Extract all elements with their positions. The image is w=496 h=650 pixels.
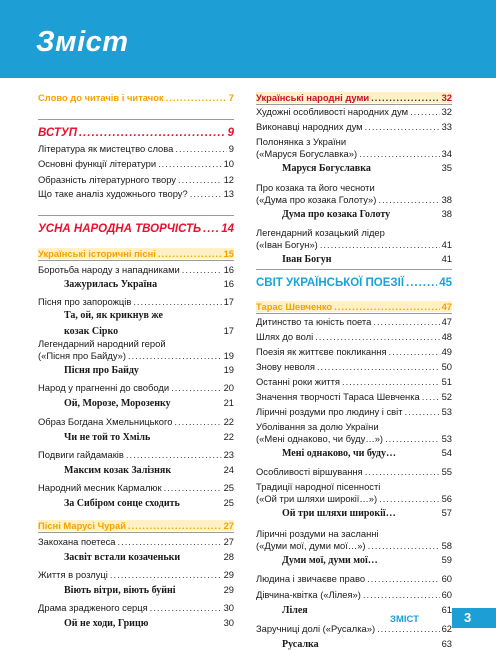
section-divider — [256, 313, 452, 314]
toc-entry[interactable] — [256, 278, 452, 289]
toc-entry-page: 16 — [223, 264, 234, 275]
toc-entry-title: Народ у прагненні до свободи — [38, 382, 170, 393]
toc-entry-title: Знову неволя — [256, 361, 315, 372]
dot-leader — [410, 106, 440, 117]
toc-entry-title: («Мені однаково, чи буду…») — [256, 433, 384, 444]
section-divider — [38, 119, 234, 120]
toc-entry-title: Література як мистецтво слова — [38, 143, 174, 154]
toc-entry-title: Максим козак Залізняк — [64, 465, 172, 476]
dot-leader — [166, 92, 227, 103]
dot-leader — [126, 449, 222, 460]
toc-entry-title: козак Сірко — [64, 326, 119, 337]
toc-entry[interactable] — [256, 554, 452, 566]
toc-entry-page: 25 — [223, 482, 234, 493]
toc-entry-title: Шлях до волі — [256, 331, 314, 342]
toc-entry[interactable] — [256, 239, 452, 250]
toc-entry-title: Останні роки життя — [256, 376, 340, 387]
toc-entry[interactable] — [256, 406, 452, 417]
toc-entry-page: 47 — [441, 301, 452, 312]
dot-leader — [378, 194, 439, 205]
toc-entry-title: Ой, Морозе, Морозенку — [64, 398, 171, 409]
dot-leader — [365, 466, 440, 477]
toc-entry[interactable] — [256, 589, 452, 600]
toc-entry[interactable] — [38, 584, 234, 596]
toc-entry[interactable] — [38, 128, 234, 139]
dot-leader — [406, 278, 437, 289]
toc-entry[interactable] — [256, 227, 452, 238]
toc-entry-title: Драма зрадженого серця — [38, 602, 148, 613]
toc-entry-title: Життя в розлуці — [38, 569, 108, 580]
dot-leader — [368, 540, 440, 551]
toc-entry-page: 47 — [441, 316, 452, 327]
toc-entry[interactable] — [256, 493, 452, 504]
toc-entry[interactable] — [256, 182, 452, 193]
toc-entry-title: Дівчина-квітка («Лілея») — [256, 589, 361, 600]
section-divider — [38, 260, 234, 261]
toc-entry-title: Українські історичні пісні — [38, 248, 156, 259]
toc-entry-page: 63 — [441, 638, 452, 649]
page-header — [0, 0, 496, 78]
toc-entry-page: 29 — [223, 584, 234, 595]
toc-entry-title: Подвиги гайдамаків — [38, 449, 124, 460]
toc-entry[interactable] — [256, 316, 452, 327]
toc-entry[interactable] — [256, 92, 452, 103]
dot-leader — [150, 602, 222, 613]
dot-leader — [373, 316, 439, 327]
toc-entry-page: 41 — [441, 239, 452, 250]
toc-entry-page: 32 — [441, 106, 452, 117]
toc-entry-page: 30 — [223, 617, 234, 628]
toc-entry[interactable] — [256, 528, 452, 539]
dot-leader — [334, 301, 439, 312]
toc-entry-page: 20 — [223, 382, 234, 393]
toc-entry[interactable] — [38, 482, 234, 493]
toc-entry-title: Пісня про запорожців — [38, 296, 132, 307]
toc-entry-title: Про козака та його чесноти — [256, 182, 375, 193]
toc-entry-page: 60 — [441, 589, 452, 600]
toc-entry-title: Чи не той то Хміль — [64, 432, 151, 443]
dot-leader — [422, 391, 440, 402]
toc-entry[interactable] — [38, 449, 234, 460]
toc-entry[interactable] — [256, 331, 452, 342]
dot-leader — [164, 482, 222, 493]
toc-entry-page: 23 — [223, 449, 234, 460]
dot-leader — [405, 406, 440, 417]
toc-entry-page: 32 — [441, 92, 452, 103]
toc-entry-page: 17 — [223, 325, 234, 336]
toc-entry[interactable] — [38, 397, 234, 409]
toc-entry-page: 35 — [441, 162, 452, 173]
toc-entry[interactable] — [38, 416, 234, 427]
toc-entry[interactable] — [38, 536, 234, 547]
toc-entry[interactable] — [256, 136, 452, 147]
toc-entry-title: Народний месник Кармалюк — [38, 482, 162, 493]
page-number: 3 — [464, 610, 472, 625]
toc-entry-title: Дитинство та юність поета — [256, 316, 372, 327]
toc-entry[interactable] — [256, 540, 452, 551]
toc-entry[interactable] — [256, 301, 452, 312]
toc-entry[interactable] — [256, 466, 452, 477]
toc-entry-title: СВІТ УКРАЇНСЬКОЇ ПОЕЗІЇ — [256, 277, 404, 289]
toc-entry-title: («Маруся Богуславка») — [256, 148, 358, 159]
toc-entry-page: 41 — [441, 253, 452, 264]
toc-entry[interactable] — [256, 376, 452, 387]
toc-entry-title: Пісні Марусі Чурай — [38, 520, 126, 531]
toc-entry[interactable] — [38, 617, 234, 629]
toc-entry[interactable] — [38, 338, 234, 349]
toc-entry-title: Традиції народної пісенності — [256, 481, 381, 492]
toc-entry[interactable] — [256, 481, 452, 492]
toc-entry-title: Лілея — [282, 605, 308, 616]
section-divider — [38, 532, 234, 533]
dot-leader — [174, 416, 221, 427]
toc-entry-title: Мені однаково, чи буду… — [282, 448, 396, 459]
toc-entry[interactable] — [38, 551, 234, 563]
toc-entry[interactable] — [38, 158, 234, 169]
toc-entry[interactable] — [256, 346, 452, 357]
toc-entry[interactable] — [38, 296, 234, 307]
toc-entry[interactable] — [38, 569, 234, 580]
toc-entry-page: 15 — [223, 248, 234, 259]
toc-entry-title: Віють вітри, віють буйні — [64, 585, 176, 596]
dot-leader — [79, 128, 226, 139]
dot-leader — [315, 331, 439, 342]
dot-leader — [389, 346, 440, 357]
toc-entry-page: 51 — [441, 376, 452, 387]
toc-entry[interactable] — [256, 391, 452, 402]
toc-entry-title: Та, ой, як крикнув же — [64, 310, 163, 321]
toc-entry-title: Тарас Шевченко — [256, 301, 333, 312]
toc-entry-title: Художні особливості народних дум — [256, 106, 409, 117]
dot-leader — [158, 158, 222, 169]
toc-entry[interactable] — [38, 224, 234, 235]
toc-entry[interactable] — [256, 421, 452, 432]
toc-entry-title: («Іван Богун») — [256, 239, 318, 250]
toc-entry[interactable] — [38, 188, 234, 199]
toc-entry[interactable] — [256, 106, 452, 117]
toc-entry-title: Що таке аналіз художнього твору? — [38, 188, 188, 199]
toc-entry-page: 30 — [223, 602, 234, 613]
toc-entry-page: 38 — [441, 208, 452, 219]
toc-entry[interactable] — [256, 623, 452, 634]
toc-entry[interactable] — [256, 447, 452, 459]
dot-leader — [128, 520, 222, 531]
toc-entry-page: 14 — [221, 223, 234, 235]
toc-entry[interactable] — [38, 602, 234, 613]
toc-entry-title: Полонянка з України — [256, 136, 347, 147]
toc-entry-page: 27 — [223, 536, 234, 547]
toc-entry-title: Думи мої, думи мої… — [282, 555, 378, 566]
dot-leader — [342, 376, 440, 387]
toc-entry-title: Легендарний народний герой — [38, 338, 166, 349]
dot-leader — [171, 382, 221, 393]
toc-entry-title: Особливості віршування — [256, 466, 363, 477]
toc-entry-title: Маруся Богуславка — [282, 163, 371, 174]
dot-leader — [385, 433, 440, 444]
toc-entry-title: («Пісня про Байду») — [38, 350, 127, 361]
toc-entry-page: 62 — [441, 623, 452, 634]
toc-entry-title: За Сибіром сонце сходить — [64, 498, 180, 509]
toc-entry-page: 24 — [223, 464, 234, 475]
toc-entry-page: 33 — [441, 121, 452, 132]
toc-entry-page: 13 — [223, 188, 234, 199]
toc-entry-title: Уболівання за долю України — [256, 421, 379, 432]
toc-entry-title: Українські народні думи — [256, 92, 370, 103]
toc-entry[interactable] — [256, 162, 452, 174]
dot-leader — [359, 148, 439, 159]
toc-entry-page: 55 — [441, 466, 452, 477]
toc-entry-page: 16 — [223, 278, 234, 289]
toc-entry-page: 29 — [223, 569, 234, 580]
toc-entry-title: Зажурилась Україна — [64, 279, 158, 290]
dot-leader — [110, 569, 222, 580]
toc-entry-title: Засвіт встали козаченьки — [64, 552, 181, 563]
dot-leader — [133, 296, 221, 307]
toc-entry-page: 53 — [441, 406, 452, 417]
toc-entry-title: Слово до читачів і читачок — [38, 92, 164, 103]
toc-entry[interactable] — [256, 507, 452, 519]
toc-entry-page: 54 — [441, 447, 452, 458]
dot-leader — [203, 224, 219, 235]
toc-entry-page: 45 — [439, 277, 452, 289]
toc-entry-title: Образність літературного твору — [38, 174, 176, 185]
toc-entry-title: Образ Богдана Хмельницького — [38, 416, 173, 427]
toc-entry-page: 49 — [441, 346, 452, 357]
toc-entry-title: Ліричні роздуми про людину і світ — [256, 406, 403, 417]
toc-entry[interactable] — [38, 325, 234, 337]
toc-entry[interactable] — [256, 253, 452, 265]
dot-leader — [365, 121, 440, 132]
toc-entry[interactable] — [38, 92, 234, 103]
toc-entry-title: Заручниці долі («Русалка») — [256, 623, 376, 634]
section-divider — [38, 215, 234, 216]
dot-leader — [379, 493, 439, 504]
toc-entry-title: Боротьба народу з нападниками — [38, 264, 180, 275]
toc-entry[interactable] — [38, 464, 234, 476]
toc-entry-title: Пісня про Байду — [64, 365, 139, 376]
toc-entry-title: Дума про козака Голоту — [282, 209, 391, 220]
toc-entry[interactable] — [38, 278, 234, 290]
toc-entry[interactable] — [256, 148, 452, 159]
toc-entry-title: Іван Богун — [282, 254, 332, 265]
toc-entry-page: 56 — [441, 493, 452, 504]
toc-entry-title: Виконавці народних дум — [256, 121, 363, 132]
dot-leader — [158, 248, 222, 259]
toc-entry-page: 21 — [223, 397, 234, 408]
toc-entry-title: Основні функції літератури — [38, 158, 157, 169]
dot-leader — [363, 589, 440, 600]
toc-entry[interactable] — [38, 364, 234, 376]
toc-entry[interactable] — [256, 638, 452, 650]
toc-entry[interactable] — [38, 350, 234, 361]
toc-entry-title: («Думи мої, думи мої…») — [256, 540, 366, 551]
toc-entry-page: 12 — [223, 174, 234, 185]
toc-entry[interactable] — [38, 264, 234, 275]
dot-leader — [182, 264, 222, 275]
toc-entry-page: 50 — [441, 361, 452, 372]
dot-leader — [128, 350, 222, 361]
toc-entry[interactable] — [256, 604, 452, 616]
toc-entry-page: 60 — [441, 573, 452, 584]
toc-entry[interactable] — [38, 431, 234, 443]
toc-entry[interactable] — [256, 194, 452, 205]
toc-entry-title: Значення творчості Тараса Шевченка — [256, 391, 420, 402]
toc-entry-page: 34 — [441, 148, 452, 159]
toc-entry[interactable] — [38, 248, 234, 259]
page-title: Зміст — [36, 26, 129, 58]
toc-entry-title: («Дума про козака Голоту») — [256, 194, 377, 205]
dot-leader — [175, 143, 226, 154]
toc-entry[interactable] — [38, 497, 234, 509]
toc-entry-page: 19 — [223, 350, 234, 361]
toc-entry-title: Ліричні роздуми на засланні — [256, 528, 379, 539]
toc-entry[interactable] — [256, 208, 452, 220]
dot-leader — [371, 92, 439, 103]
toc-entry-page: 9 — [228, 143, 234, 154]
toc-entry-page: 9 — [227, 127, 234, 139]
toc-entry-page: 7 — [228, 92, 234, 103]
section-divider — [256, 104, 452, 105]
toc-entry-page: 52 — [441, 391, 452, 402]
toc-entry-title: ВСТУП — [38, 127, 77, 139]
toc-entry[interactable] — [38, 174, 234, 185]
toc-entry-page: 61 — [441, 604, 452, 615]
toc-entry[interactable] — [256, 121, 452, 132]
toc-entry-page: 48 — [441, 331, 452, 342]
toc-entry-page: 25 — [223, 497, 234, 508]
toc-entry-page: 59 — [441, 554, 452, 565]
toc-entry-title: Легендарний козацький лідер — [256, 227, 385, 238]
toc-entry-page: 38 — [441, 194, 452, 205]
section-divider — [256, 269, 452, 270]
toc-entry-title: («Ой три шляхи широкії…») — [256, 493, 378, 504]
toc-entry[interactable] — [38, 143, 234, 154]
toc-entry[interactable] — [256, 433, 452, 444]
toc-entry-page: 17 — [223, 296, 234, 307]
toc-entry-title: Поезія як життєве покликання — [256, 346, 387, 357]
toc-entry-title: Людина і звичаєве право — [256, 573, 366, 584]
toc-entry-title: Закохана поетеса — [38, 536, 116, 547]
footer-section-label: ЗМІСТ — [390, 614, 419, 625]
toc-entry-page: 22 — [223, 431, 234, 442]
toc-entry-page: 19 — [223, 364, 234, 375]
toc-entry[interactable] — [38, 520, 234, 531]
toc-entry-page: 10 — [223, 158, 234, 169]
dot-leader — [178, 174, 222, 185]
toc-entry[interactable] — [38, 310, 234, 321]
toc-entry-title: УСНА НАРОДНА ТВОРЧІСТЬ — [38, 223, 202, 235]
page-number-box — [452, 608, 496, 628]
toc-entry[interactable] — [256, 573, 452, 584]
dot-leader — [117, 536, 221, 547]
dot-leader — [320, 239, 440, 250]
toc-entry-page: 28 — [223, 551, 234, 562]
toc-entry-page: 53 — [441, 433, 452, 444]
dot-leader — [317, 361, 440, 372]
dot-leader — [190, 188, 222, 199]
toc-entry-page: 58 — [441, 540, 452, 551]
toc-entry-title: Русалка — [282, 639, 319, 650]
toc-entry[interactable] — [38, 382, 234, 393]
toc-entry-page: 22 — [223, 416, 234, 427]
dot-leader — [367, 573, 440, 584]
toc-entry-page: 57 — [441, 507, 452, 518]
toc-entry-page: 27 — [223, 520, 234, 531]
toc-entry-title: Ой три шляхи широкії… — [282, 508, 396, 519]
toc-entry-title: Ой не ходи, Грицю — [64, 618, 149, 629]
toc-entry[interactable] — [256, 361, 452, 372]
